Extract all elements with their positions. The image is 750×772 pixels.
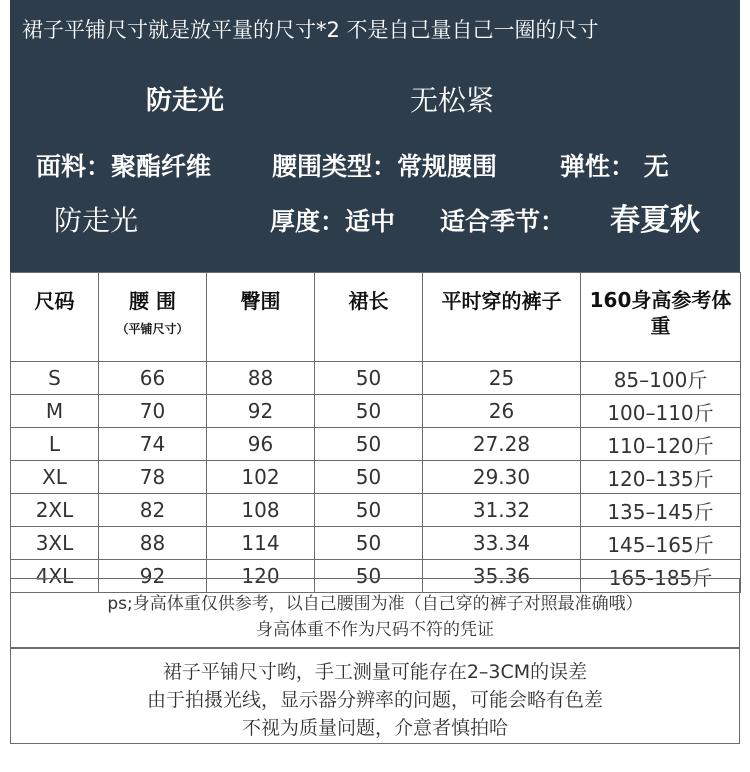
- anti-light-label-2: 防走光: [54, 204, 139, 237]
- table-row: [11, 362, 741, 395]
- cell-weight: 135–145斤: [581, 494, 741, 527]
- cell-hip: 108: [207, 494, 315, 527]
- cell-pants: 29.30: [423, 461, 581, 494]
- cell-hip: 102: [207, 461, 315, 494]
- cell-hip: 96: [207, 428, 315, 461]
- cell-length: 50: [315, 461, 423, 494]
- season-label: 适合季节：: [440, 207, 566, 236]
- cell-length: 50: [315, 527, 423, 560]
- header-size: 尺码: [11, 273, 99, 362]
- cell-waist: 66: [99, 362, 207, 395]
- cell-waist: 70: [99, 395, 207, 428]
- header-waist-label: 腰 围: [129, 289, 176, 313]
- cell-weight: 110–120斤: [581, 428, 741, 461]
- no-elastic-label: 无松紧: [410, 84, 495, 117]
- table-row: [11, 395, 741, 428]
- cell-length: 50: [315, 428, 423, 461]
- cell-hip: 88: [207, 362, 315, 395]
- cell-pants: 25: [423, 362, 581, 395]
- cell-waist: 78: [99, 461, 207, 494]
- disclaimer-line-2: 由于拍摄光线，显示器分辨率的问题，可能会略有色差: [146, 689, 603, 711]
- season-value: 春夏秋: [610, 203, 700, 238]
- header-hip: 臀围: [207, 273, 315, 362]
- cell-waist: 74: [99, 428, 207, 461]
- cell-weight: 85–100斤: [581, 362, 741, 395]
- cell-pants: 26: [423, 395, 581, 428]
- table-header-row: [11, 273, 741, 362]
- disclaimer-line-3: 不视为质量问题，介意者慎拍哈: [241, 717, 508, 739]
- header-weight: 160身高参考体重: [581, 273, 741, 362]
- cell-pants: 35.36: [423, 560, 581, 593]
- disclaimer-box: [10, 648, 740, 744]
- cell-weight: 120–135斤: [581, 461, 741, 494]
- table-row: [11, 494, 741, 527]
- anti-light-label: 防走光: [146, 86, 225, 116]
- table-row: [11, 527, 741, 560]
- header-pants: 平时穿的裤子: [423, 273, 581, 362]
- cell-hip: 114: [207, 527, 315, 560]
- reference-note-box: [10, 578, 740, 648]
- thickness-label: 厚度：适中: [270, 207, 396, 236]
- cell-hip: 92: [207, 395, 315, 428]
- cell-length: 50: [315, 560, 423, 593]
- disclaimer-line-1: 裙子平铺尺寸哟，手工测量可能存在2–3CM的误差: [162, 661, 588, 683]
- cell-size: 2XL: [11, 494, 99, 527]
- cell-weight: 145–165斤: [581, 527, 741, 560]
- cell-waist: 88: [99, 527, 207, 560]
- cell-size: XL: [11, 461, 99, 494]
- waist-type-label: 腰围类型：常规腰围: [272, 152, 498, 181]
- fabric-label: 面料：聚酯纤维: [36, 152, 212, 181]
- cell-size: M: [11, 395, 99, 428]
- cell-length: 50: [315, 395, 423, 428]
- ps-note-line-1: ps;身高体重仅供参考，以自己腰围为准（自己穿的裤子对照最准确哦）: [107, 594, 643, 614]
- cell-size: 3XL: [11, 527, 99, 560]
- cell-waist: 82: [99, 494, 207, 527]
- cell-size: L: [11, 428, 99, 461]
- cell-hip: 120: [207, 560, 315, 593]
- header-length: 裙长: [315, 273, 423, 362]
- cell-pants: 33.34: [423, 527, 581, 560]
- product-info-header: [10, 0, 740, 272]
- header-waist: [99, 273, 207, 362]
- cell-size: S: [11, 362, 99, 395]
- header-waist-sub: （平铺尺寸）: [116, 322, 189, 336]
- table-row: [11, 461, 741, 494]
- size-chart-table: [10, 272, 741, 593]
- cell-waist: 92: [99, 560, 207, 593]
- elasticity-label: 弹性： 无: [560, 152, 669, 181]
- cell-length: 50: [315, 494, 423, 527]
- table-row: [11, 428, 741, 461]
- cell-size: 4XL: [11, 560, 99, 593]
- ps-note-line-2: 身高体重不作为尺码不符的凭证: [256, 620, 494, 640]
- cell-pants: 31.32: [423, 494, 581, 527]
- cell-weight: 100–110斤: [581, 395, 741, 428]
- cell-length: 50: [315, 362, 423, 395]
- measurement-note: 裙子平铺尺寸就是放平量的尺寸*2 不是自己量自己一圈的尺寸: [22, 18, 599, 42]
- cell-pants: 27.28: [423, 428, 581, 461]
- cell-weight: 165-185斤: [581, 560, 741, 593]
